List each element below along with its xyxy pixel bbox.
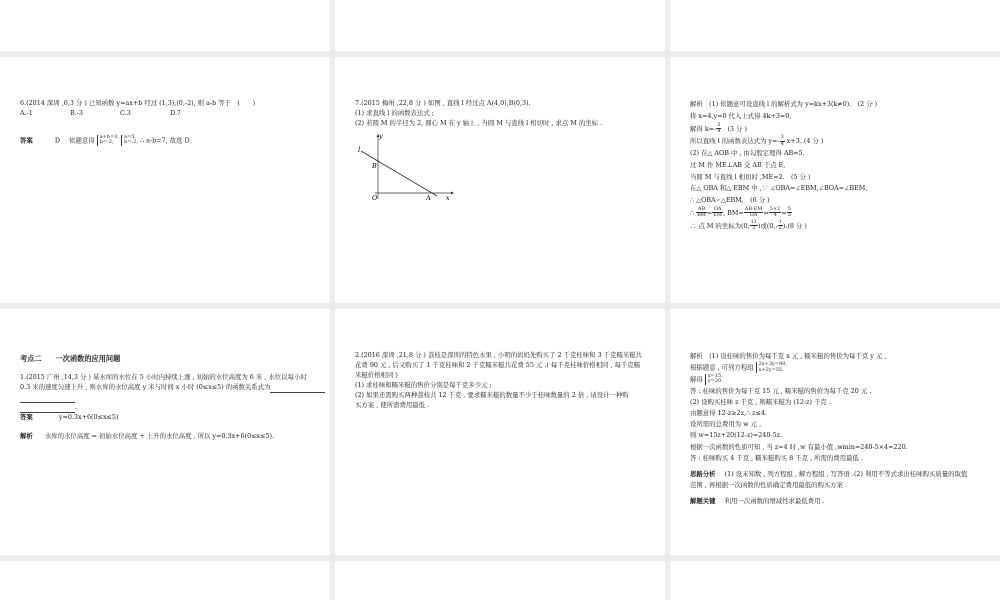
solution-line-1: 解析 (1) 依题意可设直线 l 的解析式为 y=kx+3(k≠0). (2 分 ) bbox=[690, 100, 878, 108]
solution-intro: 解得 bbox=[690, 375, 703, 384]
question-7-part-1: (1) 求直线 l 的函数表达式 ; bbox=[355, 108, 434, 117]
ratio-bm-result bbox=[787, 207, 792, 219]
expr-post: x+3. bbox=[786, 137, 802, 146]
section-heading bbox=[20, 353, 316, 364]
coord-a-den: 2 bbox=[752, 224, 756, 231]
fraction-k-num: 3 bbox=[717, 121, 721, 128]
page-panel-question-7 bbox=[335, 57, 665, 303]
key-label: 解题关键 bbox=[690, 497, 716, 506]
equation-1: 2x+3y=90, bbox=[758, 361, 788, 368]
system-2-line-1: a=5, bbox=[124, 133, 137, 140]
thinking-text-2: 范围 , 再根据一次函数的性质确定费用最低的购买方案 . bbox=[690, 481, 848, 490]
page-panel-bottom-center bbox=[335, 561, 665, 600]
fraction-slope-den: 4 bbox=[780, 140, 784, 147]
page-panel-question-6 bbox=[0, 57, 330, 303]
solution-line-10: ∴ $\frac{AB}{BM}$ = $\frac{OA}{EM}$ , BM= $\frac{AB\cdot EM}{OA}$ = $\frac{5\times 2}{4}$ = $\frac{5}{2}$ bbox=[690, 206, 791, 219]
page-panel-bottom-left bbox=[0, 561, 330, 600]
answer-conclusion: ∴ a-b=7, 故选 D. bbox=[140, 136, 192, 145]
question-1-line-2 bbox=[20, 383, 316, 393]
system-2-line-2: b=-2, bbox=[124, 139, 138, 146]
sol-line-2 bbox=[690, 362, 986, 374]
answer-label: 答案 bbox=[20, 136, 33, 145]
solution-line-11: ∴ 点 M 的坐标为(0, $\frac{11}{2}$ )或(0,- $\frac{1}{2}$ ).(8 分 ) bbox=[690, 218, 807, 231]
solution-x: x=15, bbox=[707, 372, 723, 379]
question-2-part-1: (1) 求桂味和糯米糍的售价分别是每千克多少元 ; bbox=[355, 380, 492, 389]
solution-line-8: 在△ OBA 和△ EBM 中 ,∵ ∠OBA=∠EBM,∠BOA=∠BEM, bbox=[690, 184, 868, 193]
ratio-bm-calc bbox=[769, 207, 782, 219]
coord-b: 0,- bbox=[769, 221, 778, 230]
sol-line-6: 由题意得 12-z≥2z,∴ z≤4. bbox=[690, 409, 767, 418]
label-o: O bbox=[372, 193, 378, 201]
label-l: l bbox=[358, 145, 361, 154]
sol-line-5: (2) 设购买桂味 z 千克 , 则糯米糍为 (12-z) 千克 . bbox=[690, 397, 831, 406]
question-1-line-4 bbox=[20, 403, 316, 413]
coord-b-num: 1 bbox=[778, 218, 782, 225]
question-1-line-3 bbox=[20, 393, 316, 403]
ratio-3-num: AB·EM bbox=[744, 206, 763, 213]
coord-a: 0, bbox=[743, 221, 750, 230]
coord-b-den: 2 bbox=[778, 224, 782, 231]
page-panel-section-2 bbox=[0, 309, 330, 555]
page-panel-solution-7 bbox=[670, 57, 1000, 303]
ratio-oa-em bbox=[712, 207, 723, 219]
therefore: ∴ bbox=[690, 208, 695, 217]
explanation-label: 解析 bbox=[20, 431, 33, 440]
equation-intro: 根据题意 , 可列方程组 bbox=[690, 363, 754, 372]
explanation-text: 水库的水位高度 = 初始水位高度 + 上升的水位高度 , 所以 y=0.3x+6(0≤x≤5). bbox=[44, 431, 275, 440]
question-2-line-3: 米糍价格相同 ) bbox=[355, 370, 398, 379]
ratio-1-den: BM bbox=[697, 212, 706, 219]
solution-y: y=20. bbox=[707, 378, 723, 385]
ratio-5-den: 2 bbox=[787, 212, 791, 219]
ratio-2-num: OA bbox=[713, 206, 722, 213]
question-2-part-2b: 买方案 , 使所需费用最低 . bbox=[355, 400, 430, 409]
bm-equals: BM= bbox=[727, 208, 744, 217]
ratio-ab-bm bbox=[696, 207, 707, 219]
ratio-bm-expr bbox=[744, 207, 764, 219]
fraction-k-den: 4 bbox=[717, 127, 721, 134]
answer-system-1 bbox=[97, 135, 119, 146]
question-1-answer bbox=[20, 413, 316, 423]
section-title: 一次函数的应用问题 bbox=[55, 354, 121, 363]
page-panel-top-right bbox=[670, 0, 1000, 51]
solution-line-2: 将 x=4,y=0 代入上式得 4k+3=0, bbox=[690, 111, 792, 120]
system-1-line-1: a+b=3, bbox=[99, 133, 120, 140]
score-3: (3 分 ) bbox=[727, 124, 747, 133]
answer-prefix: 依题意得 bbox=[69, 136, 95, 145]
ratio-4-den: 4 bbox=[773, 212, 777, 219]
ratio-4-num: 5×2 bbox=[769, 206, 781, 213]
thinking-text-1: (1) 设未知数 , 列方程组 , 解方程组 , 写答语 .(2) 利用不等式求出桂味购买质量的取值 bbox=[724, 470, 968, 479]
sol-line-3 bbox=[690, 374, 986, 386]
page-panel-question-2 bbox=[335, 309, 665, 555]
sol-line-10: 答 : 桂味购买 4 千克 , 糯米糍购买 8 千克 , 所需的费用最低 . bbox=[690, 453, 863, 462]
question-2-line-2: 花费 90 元 , 后又购买了 1 千克桂味和 2 千克糯米糍共花费 55 元 .( 每千克桂味价格相同 , 每千克糯 bbox=[355, 360, 641, 369]
option-a: A.-1 bbox=[20, 108, 33, 117]
solution-line-9: ∴ △OBA∽△EBM, (6 分 ) bbox=[690, 196, 770, 205]
question-1-text: 0.3 米的速度匀速上升 , 则水库的水位高度 y 米与时间 x 小时 (0≤x≤5) 的函数关系式为 bbox=[20, 383, 271, 392]
solution-line-3 bbox=[690, 123, 986, 136]
thinking-analysis bbox=[690, 469, 986, 480]
ratio-5-num: 5 bbox=[787, 206, 791, 213]
question-7-text: 7.(2015 梅州 ,22,8 分 ) 如图 , 直线 l 经过点 A(4,0),B(0,3). bbox=[355, 99, 531, 107]
answer-blank-continued[interactable] bbox=[20, 396, 75, 403]
x-axis-arrow bbox=[451, 191, 454, 194]
question-1-explanation bbox=[20, 432, 316, 442]
question-1-end: . bbox=[75, 402, 78, 411]
solution-system bbox=[705, 374, 723, 385]
page-panel-top-center bbox=[335, 0, 665, 51]
question-2-line-1: 2.(2016 深圳 ,21,8 分 ) 荔枝是深圳的特色水果 , 小明的妈妈先购买了 2 千克桂味和 3 千克糯米糍共 bbox=[355, 351, 643, 359]
solution-line-4 bbox=[690, 135, 986, 148]
section-number: 考点二 bbox=[20, 354, 42, 363]
fraction-k bbox=[716, 123, 721, 135]
equation-system bbox=[756, 362, 787, 373]
solution-line-7: 当圆 M 与直线 l 相切时 ,ME=2. (5 分 ) bbox=[690, 172, 811, 181]
answer-letter: D bbox=[54, 136, 60, 145]
answer-blank[interactable] bbox=[270, 386, 325, 393]
page-panel-bottom-right bbox=[670, 561, 1000, 600]
fraction-slope-num: 3 bbox=[780, 134, 784, 141]
sol-line-4: 答 : 桂味的售价为每千克 15 元 , 糯米糍的售价为每千克 20 元 . bbox=[690, 386, 872, 395]
option-b: B.-3 bbox=[70, 108, 83, 117]
ratio-1-num: AB bbox=[697, 206, 706, 213]
solve-k-text: 解得 k=- bbox=[690, 124, 717, 133]
question-1-line-1: 1.(2015 广州 ,14,3 分 ) 某水库的水位在 5 小时内持续上涨 , 初始的水位高度为 6 米 , 水位以每小时 bbox=[20, 373, 307, 382]
sol-line-9: 根据一次函数的性质可知 , 当 z=4 时 ,w 有最小值 ,wmin=240-5×4=220. bbox=[690, 442, 908, 451]
question-6-answer bbox=[20, 135, 316, 146]
solution-line-6: 过 M 作 ME⊥AB 交 AB 于点 E, bbox=[690, 160, 786, 169]
coord-end: .(8 分 ) bbox=[785, 221, 807, 230]
ratio-2-den: EM bbox=[713, 212, 723, 219]
label-y: y bbox=[379, 131, 383, 140]
coord-a-num: 11 bbox=[750, 218, 757, 225]
question-2-part-2a: (2) 如果还需购买两种荔枝共 12 千克 , 要求糯米糍的数量不少于桂味数量的 2 倍 , 请设计一种购 bbox=[355, 390, 629, 399]
line-l bbox=[361, 151, 437, 196]
key-point bbox=[690, 496, 986, 507]
answer-value: y=0.3x+6(0≤x≤5) bbox=[58, 412, 119, 421]
fraction-slope bbox=[780, 135, 785, 147]
label-b: B bbox=[372, 161, 377, 170]
page-panel-top-left bbox=[0, 0, 330, 51]
answer-blank-end[interactable] bbox=[20, 406, 75, 413]
question-6-options bbox=[20, 109, 316, 119]
label-a: A bbox=[426, 193, 431, 201]
solution-line-5: (2) 在△ AOB 中 , 由勾股定理得 AB=5. bbox=[690, 148, 805, 157]
question-7-part-2: (2) 若圆 M 的半径为 2, 圆心 M 在 y 轴上 , 当圆 M 与直线 l 相切时 , 求点 M 的坐标 . bbox=[355, 118, 603, 127]
system-1-line-2: b=-2, bbox=[99, 139, 114, 146]
question-6-text: 6.(2014 深圳 ,6,3 分 ) 已知函数 y=ax+b 经过 (1,3),(0,-2), 则 a-b 等于 ( ) bbox=[20, 99, 256, 107]
option-d: D.7 bbox=[170, 108, 181, 117]
label-x: x bbox=[446, 193, 450, 201]
coord-text: ∴ 点 M 的坐标为 bbox=[690, 221, 741, 230]
coord-b-frac bbox=[778, 220, 783, 232]
coord-a-frac bbox=[750, 220, 758, 232]
coord-or: 或 bbox=[760, 221, 767, 230]
option-c: C.3 bbox=[120, 108, 131, 117]
answer-system-2 bbox=[121, 135, 138, 146]
equation-2: x+2y=55, bbox=[758, 366, 784, 373]
answer-label: 答案 bbox=[20, 412, 33, 421]
expr-pre: 所以直线 l 的函数表达式为 y=- bbox=[690, 137, 780, 146]
sol-line-1: 解析 (1) 设桂味的售价为每千克 x 元 , 糯米糍的售价为每千克 y 元 , bbox=[690, 352, 887, 360]
ratio-3-den: OA bbox=[749, 212, 758, 219]
key-text: 利用一次函数的增减性求最低费用 . bbox=[724, 497, 825, 506]
score-4: (4 分 ) bbox=[803, 137, 824, 146]
sol-line-7: 设所需的总费用为 w 元 , bbox=[690, 420, 762, 429]
page-panel-solution-2 bbox=[670, 309, 1000, 555]
thinking-label: 思路分析 bbox=[690, 470, 716, 479]
line-graph-figure bbox=[355, 131, 455, 201]
sol-line-8: 则 w=15z+20(12-z)=240-5z. bbox=[690, 431, 783, 440]
